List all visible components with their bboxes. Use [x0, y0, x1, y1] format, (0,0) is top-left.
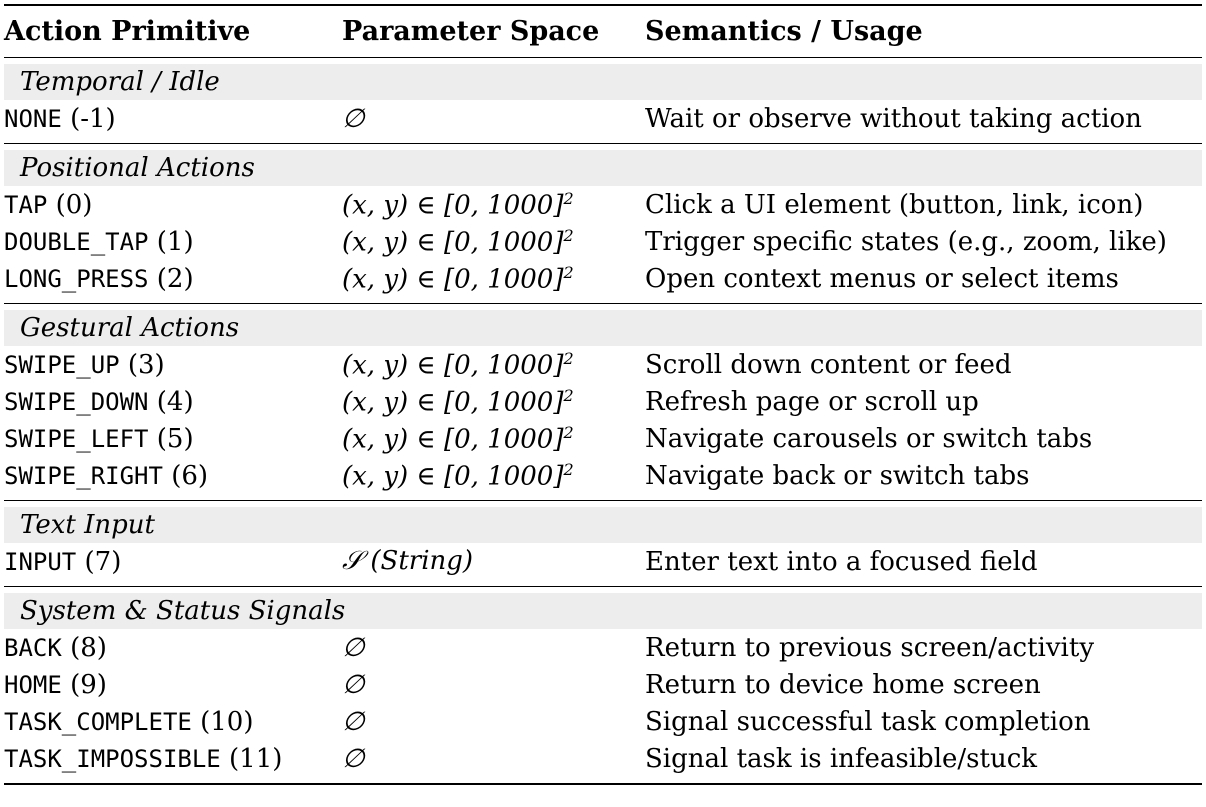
parameter-space-cell — [342, 423, 645, 455]
semantics-usage-cell: Scroll down content or feed — [645, 349, 1012, 380]
table-row — [4, 420, 1202, 457]
parameter-space: (x, y) ∈ [0, 1000] — [342, 190, 564, 221]
action-code: HOME — [4, 670, 62, 699]
parameter-space: (x, y) ∈ [0, 1000] — [342, 264, 564, 295]
semantics-usage-cell: Trigger specific states (e.g., zoom, like) — [645, 226, 1167, 257]
row-group — [4, 150, 1202, 303]
action-table — [4, 4, 1202, 785]
semantics-usage-cell: Refresh page or scroll up — [645, 386, 979, 417]
parameter-space: (x, y) ∈ [0, 1000] — [342, 227, 564, 258]
action-code: SWIPE_DOWN — [4, 387, 149, 416]
action-primitive-cell — [4, 707, 342, 737]
parameter-space-cell — [342, 707, 645, 737]
group-title: Temporal / Idle — [4, 64, 1202, 100]
parameter-space-cell — [342, 263, 645, 295]
table-row — [4, 457, 1202, 494]
parameter-exponent: 2 — [563, 188, 574, 208]
action-code: TASK_IMPOSSIBLE — [4, 744, 221, 773]
parameter-space-cell — [342, 546, 645, 577]
action-id: (1) — [156, 226, 194, 257]
parameter-space: ∅ — [342, 632, 365, 663]
parameter-space: (x, y) ∈ [0, 1000] — [342, 424, 564, 455]
action-primitive-cell — [4, 670, 342, 700]
action-primitive-cell — [4, 744, 342, 774]
action-id: (8) — [70, 632, 107, 663]
header-rule — [4, 57, 1202, 58]
group-title: Text Input — [4, 507, 1202, 543]
table-row — [4, 186, 1202, 223]
action-primitive-cell — [4, 424, 342, 454]
action-code: TASK_COMPLETE — [4, 707, 192, 736]
table-row — [4, 543, 1202, 580]
parameter-space-cell — [342, 104, 645, 134]
parameter-space: ∅ — [342, 706, 365, 737]
header-semantics-usage: Semantics / Usage — [645, 16, 923, 47]
action-id: (5) — [156, 423, 194, 454]
parameter-exponent: 2 — [563, 262, 574, 282]
group-rule — [4, 586, 1202, 587]
action-code: LONG_PRESS — [4, 264, 149, 293]
group-rule — [4, 303, 1202, 304]
group-title: Positional Actions — [4, 150, 1202, 186]
parameter-space-cell — [342, 189, 645, 221]
parameter-exponent: 2 — [563, 385, 574, 405]
parameter-space: ∅ — [342, 743, 365, 774]
group-rule — [4, 143, 1202, 144]
semantics-usage-cell: Return to previous screen/activity — [645, 632, 1095, 663]
action-id: (11) — [229, 743, 283, 774]
action-code: TAP — [4, 190, 48, 219]
table-row — [4, 703, 1202, 740]
semantics-usage-cell: Click a UI element (button, link, icon) — [645, 189, 1144, 220]
parameter-space: (x, y) ∈ [0, 1000] — [342, 461, 564, 492]
action-primitive-cell — [4, 350, 342, 380]
action-primitive-cell — [4, 387, 342, 417]
action-primitive-cell — [4, 227, 342, 257]
parameter-space: (x, y) ∈ [0, 1000] — [342, 350, 564, 381]
parameter-space: ∅ — [342, 669, 365, 700]
table-row — [4, 223, 1202, 260]
parameter-space: ∅ — [342, 103, 365, 134]
action-primitive-cell — [4, 461, 342, 491]
row-group — [4, 64, 1202, 143]
table-row — [4, 740, 1202, 777]
parameter-space: (x, y) ∈ [0, 1000] — [342, 387, 564, 418]
action-primitive-cell — [4, 633, 342, 663]
action-id: (-1) — [70, 103, 116, 134]
parameter-space-cell — [342, 633, 645, 663]
header-parameter-space: Parameter Space — [342, 16, 600, 47]
action-primitive-cell — [4, 104, 342, 134]
action-code: SWIPE_LEFT — [4, 424, 149, 453]
table-header — [4, 6, 1202, 57]
semantics-usage-cell: Return to device home screen — [645, 669, 1041, 700]
action-code: SWIPE_RIGHT — [4, 461, 163, 490]
group-title: Gestural Actions — [4, 310, 1202, 346]
action-code: INPUT — [4, 547, 77, 576]
action-primitive-cell — [4, 190, 342, 220]
semantics-usage-cell: Enter text into a focused field — [645, 546, 1038, 577]
table-row — [4, 383, 1202, 420]
action-code: NONE — [4, 104, 62, 133]
semantics-usage-cell: Open context menus or select items — [645, 263, 1119, 294]
parameter-space-cell — [342, 460, 645, 492]
table-row — [4, 629, 1202, 666]
action-id: (3) — [127, 349, 165, 380]
parameter-space-cell — [342, 386, 645, 418]
parameter-space-cell — [342, 744, 645, 774]
table-row — [4, 260, 1202, 297]
action-id: (4) — [156, 386, 194, 417]
bottom-rule — [4, 783, 1202, 785]
group-rule — [4, 500, 1202, 501]
action-id: (9) — [70, 669, 107, 700]
semantics-usage-cell: Signal task is infeasible/stuck — [645, 743, 1038, 774]
action-code: BACK — [4, 633, 62, 662]
row-group — [4, 507, 1202, 586]
table-row — [4, 346, 1202, 383]
semantics-usage-cell: Navigate carousels or switch tabs — [645, 423, 1093, 454]
action-id: (6) — [171, 460, 209, 491]
group-title: System & Status Signals — [4, 593, 1202, 629]
action-code: DOUBLE_TAP — [4, 227, 149, 256]
action-code: SWIPE_UP — [4, 350, 120, 379]
action-primitive-cell — [4, 547, 342, 577]
action-primitive-cell — [4, 264, 342, 294]
table-row — [4, 100, 1202, 137]
parameter-space-cell — [342, 670, 645, 700]
parameter-exponent: 2 — [563, 459, 574, 479]
action-id: (0) — [55, 189, 93, 220]
semantics-usage-cell: Signal successful task completion — [645, 706, 1091, 737]
parameter-space-cell — [342, 349, 645, 381]
action-id: (7) — [84, 546, 122, 577]
action-id: (10) — [200, 706, 254, 737]
parameter-exponent: 2 — [563, 422, 574, 442]
header-action-primitive: Action Primitive — [4, 16, 251, 47]
row-group — [4, 593, 1202, 783]
parameter-exponent: 2 — [563, 348, 574, 368]
parameter-space-cell — [342, 226, 645, 258]
action-id: (2) — [156, 263, 194, 294]
parameter-exponent: 2 — [563, 225, 574, 245]
table-row — [4, 666, 1202, 703]
semantics-usage-cell: Navigate back or switch tabs — [645, 460, 1030, 491]
table-body — [4, 64, 1202, 783]
semantics-usage-cell: Wait or observe without taking action — [645, 103, 1142, 134]
row-group — [4, 310, 1202, 500]
parameter-space: 𝒮 (String) — [342, 546, 474, 576]
